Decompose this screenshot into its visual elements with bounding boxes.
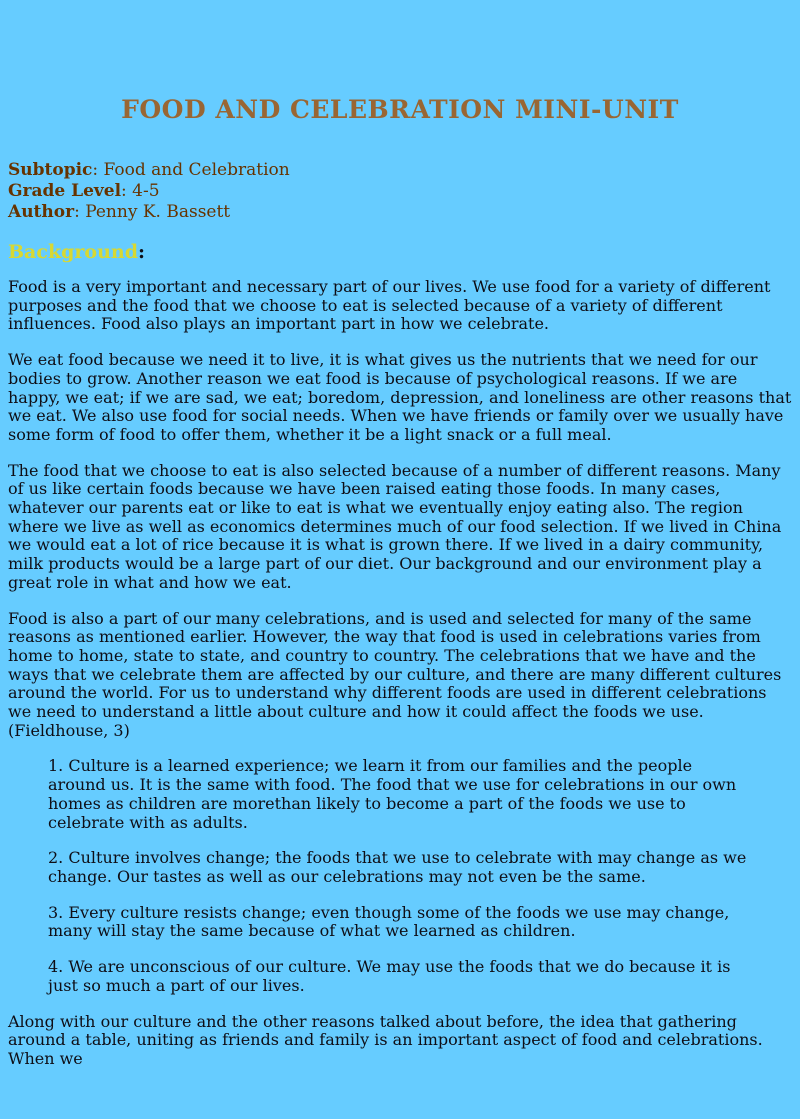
- document: [0, 95, 800, 1069]
- page: [0, 95, 800, 1119]
- grade-level-value: : 4-5: [121, 181, 160, 201]
- author-label: Author: [8, 202, 75, 222]
- paragraph-food-selection: The food that we choose to eat is also selected because of a number of different reasons. Many of us like certain foods because we have been raised eating those foods. In many cases, whatever our parents eat or like to eat is what we eventually enjoy eating also. The region where we live as well as economics determines much of our food selection. If we lived in China we would eat a lot of rice because it is what is grown there. If we lived in a dairy community, milk products would be a large part of our diet. Our background and our environment play a great role in what and how we eat.: [8, 460, 782, 592]
- paragraph-celebrations: Food is also a part of our many celebrations, and is used and selected for many of the same reasons as mentioned earlier. However, the way that food is used in celebrations varies from home to home, state to state, and country to country. The celebrations that we have and the ways that we celebrate them are affected by our culture, and there are many different cultures around the world. For us to understand why different foods are used in different celebrations we need to understand a little about culture and how it could affect the foods we use. (Fieldhouse, 3): [8, 608, 782, 740]
- author-value: : Penny K. Bassett: [74, 202, 231, 222]
- page-title: FOOD AND CELEBRATION MINI-UNIT: [121, 95, 679, 124]
- section-heading-background: [8, 241, 792, 264]
- meta-block: [8, 160, 792, 223]
- meta-line-author: [8, 202, 792, 223]
- subtopic-value: : Food and Celebration: [92, 160, 290, 180]
- meta-line-grade-level: [8, 181, 792, 202]
- paragraph-why-we-eat: We eat food because we need it to live, it is what gives us the nutrients that we need for our bodies to grow. Another reason we eat food is because of psychological reasons. If we are happy, we eat; if we are sad, we eat; boredom, depression, and loneliness are other reasons that we eat. We also use food for social needs. When we have friends or family over we usually have some form of food to offer them, whether it be a light snack or a full meal.: [8, 350, 792, 444]
- closing-paragraph: Along with our culture and the other reasons talked about before, the idea that gathering around a table, uniting as friends and family is an important aspect of food and celebrations. When we: [8, 1011, 763, 1068]
- culture-points-list: [48, 757, 752, 995]
- meta-line-subtopic: [8, 160, 792, 181]
- background-heading-colon: :: [138, 241, 146, 263]
- background-heading-text: Background: [8, 241, 138, 263]
- list-item-2: 2. Culture involves change; the foods that we use to celebrate with may change as we change. Our tastes as well as our celebrations may not even be the same.: [48, 848, 747, 886]
- subtopic-label: Subtopic: [8, 160, 93, 180]
- list-item-3: 3. Every culture resists change; even though some of the foods we use may change, many will stay the same because of what we learned as children.: [48, 902, 730, 941]
- list-item-1: 1. Culture is a learned experience; we learn it from our families and the people around us. It is the same with food. The food that we use for celebrations in our own homes as children are morethan likely to become a part of the foods we use to celebrate with as adults.: [48, 756, 737, 832]
- paragraph-intro: Food is a very important and necessary part of our lives. We use food for a variety of different purposes and the food that we choose to eat is selected because of a variety of different influences. Food also plays an important part in how we celebrate.: [8, 277, 771, 334]
- grade-level-label: Grade Level: [8, 181, 122, 201]
- list-item-4: 4. We are unconscious of our culture. We may use the foods that we do because it is just so much a part of our lives.: [48, 957, 731, 995]
